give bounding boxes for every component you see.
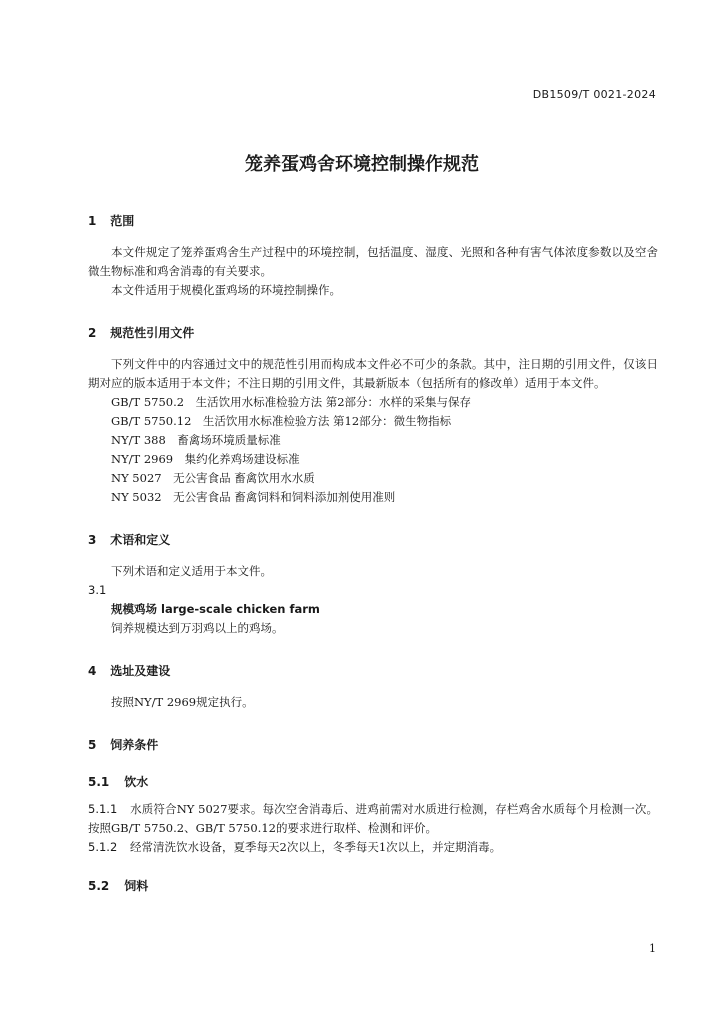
subsection-title: 饲料	[124, 879, 149, 893]
reference-item: NY 5032 无公害食品 畜禽饲料和饲料添加剂使用准则	[111, 490, 396, 504]
section-3-heading	[88, 531, 658, 548]
reference-item: GB/T 5750.12 生活饮用水标准检验方法 第12部分：微生物指标	[111, 414, 452, 428]
paragraph: 本文件规定了笼养蛋鸡舍生产过程中的环境控制，包括温度、湿度、光照和各种有害气体浓度参数以及空舍微生物标准和鸡舍消毒的有关要求。	[88, 245, 658, 278]
clause-number: 5.1.2	[88, 840, 118, 854]
section-title: 选址及建设	[110, 664, 171, 678]
section-2-heading	[88, 324, 658, 341]
section-title: 范围	[110, 214, 135, 228]
subsection-number: 5.2	[88, 879, 110, 893]
section-number: 4	[88, 664, 97, 678]
document-body	[88, 212, 658, 904]
subsection-title: 饮水	[124, 775, 149, 789]
paragraph: 下列术语和定义适用于本文件。	[111, 564, 272, 578]
section-5-heading	[88, 736, 658, 753]
section-number: 1	[88, 214, 97, 228]
subsection-5-1-heading	[88, 773, 658, 790]
section-number: 5	[88, 738, 97, 752]
subsection-number: 5.1	[88, 775, 110, 789]
section-title: 饲养条件	[110, 738, 159, 752]
document-code: DB1509/T 0021-2024	[532, 88, 656, 101]
paragraph: 下列文件中的内容通过文中的规范性引用而构成本文件必不可少的条款。其中，注日期的引用文件，仅该日期对应的版本适用于本文件；不注日期的引用文件，其最新版本（包括所有的修改单）适用于本文件。	[88, 357, 658, 390]
paragraph: 本文件适用于规模化蛋鸡场的环境控制操作。	[111, 283, 341, 297]
section-title: 规范性引用文件	[110, 326, 195, 340]
reference-item: NY 5027 无公害食品 畜禽饮用水水质	[111, 471, 315, 485]
reference-item: NY/T 388 畜禽场环境质量标准	[111, 433, 281, 447]
clause-text: 经常清洗饮水设备，夏季每天2次以上，冬季每天1次以上，并定期消毒。	[130, 840, 502, 854]
document-title: 笼养蛋鸡舍环境控制操作规范	[245, 154, 479, 175]
subsection-5-2-heading	[88, 877, 658, 894]
reference-item: NY/T 2969 集约化养鸡场建设标准	[111, 452, 300, 466]
term-name: 规模鸡场 large-scale chicken farm	[111, 602, 320, 616]
term-clause-number: 3.1	[88, 583, 107, 597]
section-number: 3	[88, 533, 97, 547]
section-title: 术语和定义	[110, 533, 171, 547]
clause-number: 5.1.1	[88, 802, 118, 816]
clause-5-1-2	[88, 838, 658, 857]
clause-text: 水质符合NY 5027要求。每次空舍消毒后、进鸡前需对水质进行检测，存栏鸡舍水质每个月检测一次。按照GB/T 5750.2、GB/T 5750.12的要求进行取样、检测和评价。	[88, 802, 658, 835]
section-1-heading	[88, 212, 658, 229]
term-definition: 饲养规模达到万羽鸡以上的鸡场。	[111, 621, 284, 635]
reference-item: GB/T 5750.2 生活饮用水标准检验方法 第2部分：水样的采集与保存	[111, 395, 472, 409]
section-number: 2	[88, 326, 97, 340]
page-number: 1	[649, 942, 656, 955]
paragraph: 按照NY/T 2969规定执行。	[111, 695, 254, 709]
section-4-heading	[88, 662, 658, 679]
clause-5-1-1	[88, 800, 658, 838]
